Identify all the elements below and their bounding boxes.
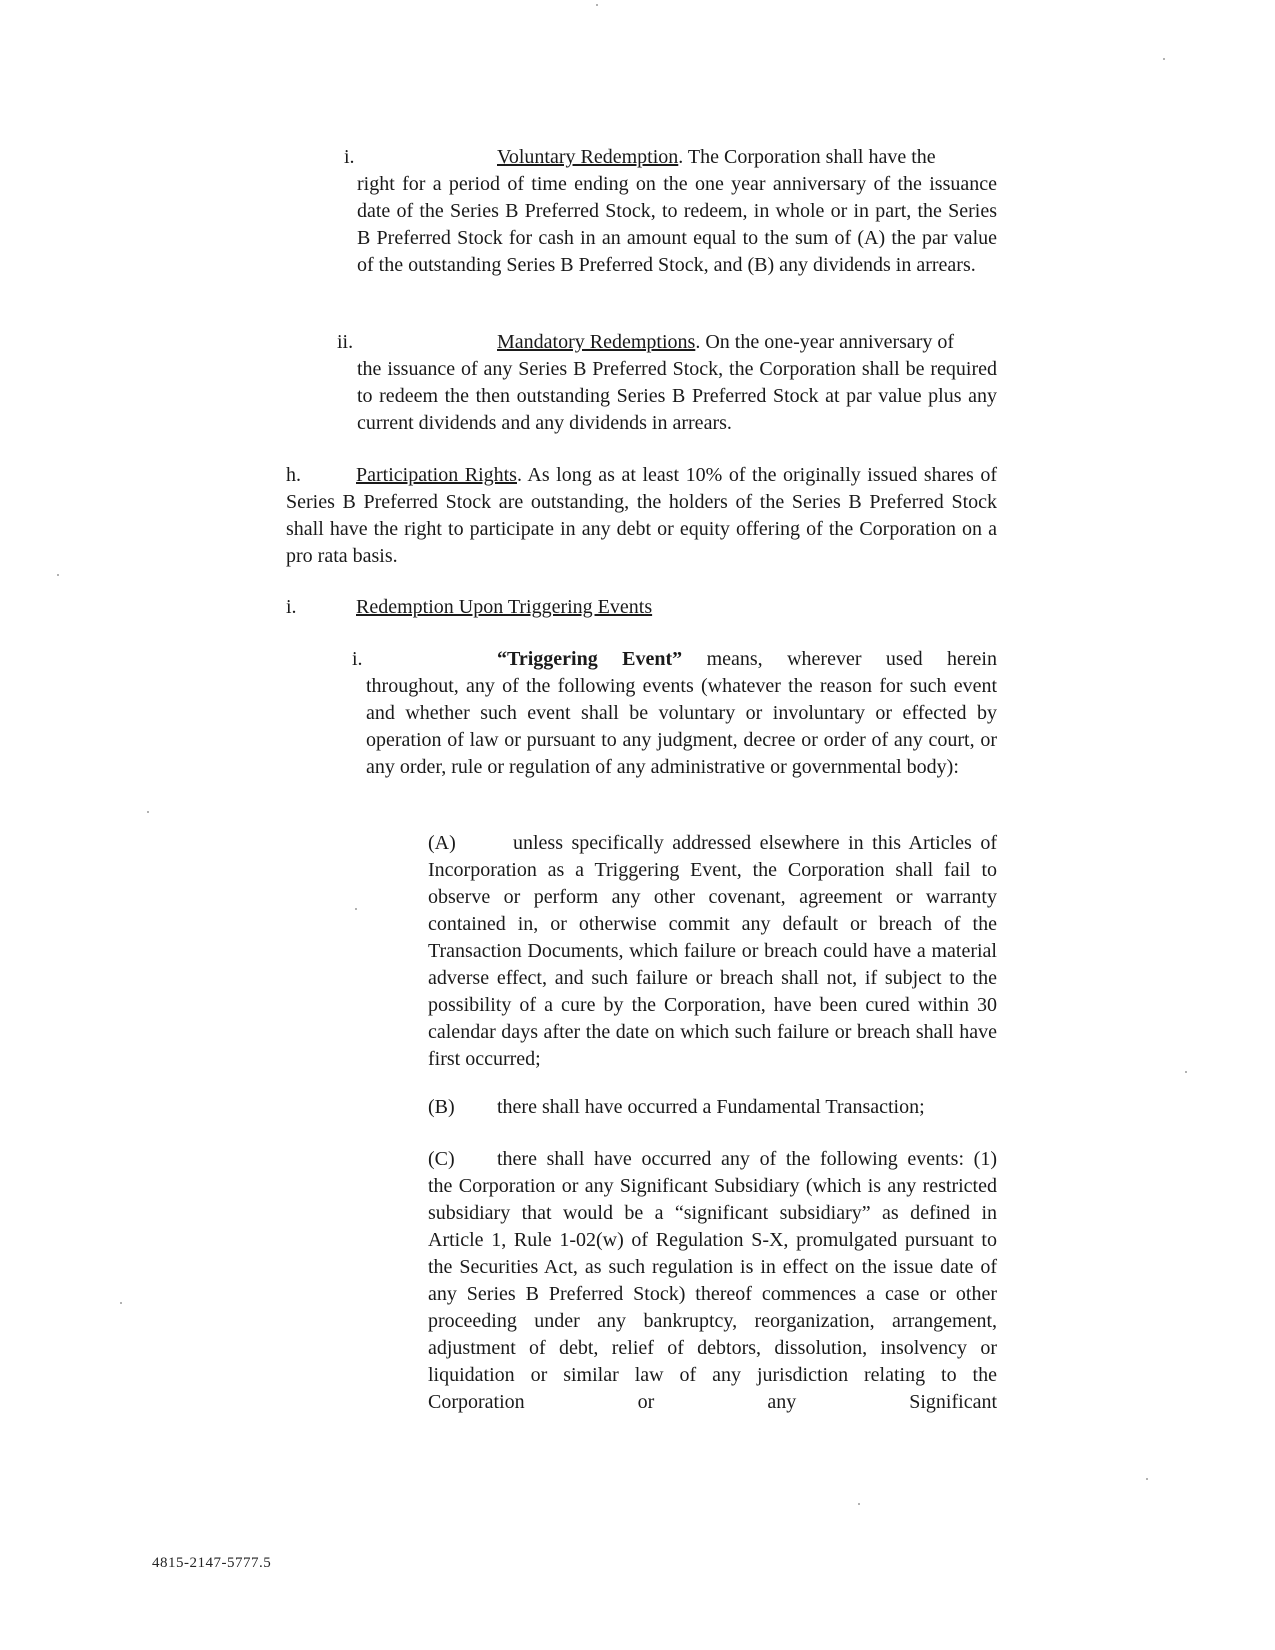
triggering-event-term: “Triggering Event” [497,648,683,670]
mandatory-redemption-body: the issuance of any Series B Preferred Stock, the Corporation shall be required to redeem the then outstanding Series B Preferred Stock at par value plus any current dividends and any dividends in arrears. [357,358,997,434]
mandatory-redemption-heading: Mandatory Redemptions [497,331,696,353]
redemption-triggering-heading: Redemption Upon Triggering Events [356,596,653,618]
item-b-text: there shall have occurred a Fundamental Transaction; [497,1096,925,1118]
scan-speck [147,811,149,813]
item-c-label: (C) [428,1148,455,1170]
item-a-body: Incorporation as a Triggering Event, the Corporation shall fail to observe or perform any other covenant, agreement or warranty contained in, or otherwise commit any default or breach of the Transaction Documents, which failure or breach could have a material adverse effect, and such failure or breach shall not, if subject to the possibility of a cure by the Corporation, have been cured within 30 calendar days after the date on which such failure or breach shall have first occurred; [428,859,997,1070]
voluntary-redemption-first-line [497,144,997,171]
scan-speck [1185,1071,1187,1073]
mandatory-redemption-number: ii. [337,331,354,353]
voluntary-redemption-first-line-text: . The Corporation shall have the [678,146,936,168]
mandatory-redemption-first-line-text: . On the one-year anniversary of [695,331,955,353]
scan-speck [858,1503,860,1505]
item-c-first-line: there shall have occurred any of the following events: (1) [497,1148,997,1170]
scan-speck [355,908,357,910]
voluntary-redemption-body: right for a period of time ending on the one year anniversary of the issuance date of the Series B Preferred Stock, to redeem, in whole or in part, the Series B Preferred Stock for cash in an amount equal to the sum of (A) the par value of the outstanding Series B Preferred Stock, and (B) any dividends in arrears. [357,173,997,276]
document-id-footer: 4815-2147-5777.5 [152,1555,272,1571]
item-c-body: the Corporation or any Significant Subsidiary (which is any restricted subsidiary that would be a “significant subsidiary” as defined in Article 1, Rule 1-02(w) of Regulation S-X, promulgated pursuant to the Securities Act, as such regulation is in effect on the issue date of any Series B Preferred Stock) thereof commences a case or other proceeding under any bankruptcy, reorganization, arrangement, adjustment of debt, relief of debtors, dissolution, insolvency or liquidation or similar law of any jurisdiction relating to the Corporation or any Significant [428,1175,997,1413]
triggering-event-first-line [497,646,997,673]
voluntary-redemption-heading: Voluntary Redemption [497,146,679,168]
item-a-first-line: unless specifically addressed elsewhere in this Articles of [513,832,997,854]
scan-speck [120,1302,122,1304]
scan-speck [596,4,598,6]
triggering-event-body: throughout, any of the following events (whatever the reason for such event and whether such event shall be voluntary or involuntary or effected by operation of law or pursuant to any judgment, decree or order of any court, or any order, rule or regulation of any administrative or governmental body): [366,675,997,778]
participation-rights-paragraph [286,462,997,570]
scan-speck [1163,58,1165,60]
participation-rights-heading: Participation Rights [356,464,517,486]
item-a-label: (A) [428,832,456,854]
scan-speck [1146,1478,1148,1480]
triggering-event-first-line-text: means, wherever used herein [682,648,997,670]
mandatory-redemption-first-line [497,329,997,356]
redemption-triggering-number: i. [286,596,297,618]
triggering-event-number: i. [352,648,363,670]
scan-speck [57,574,59,576]
participation-rights-text: . As long as at least 10% of the originally issued shares of Series B Preferred Stock are outstanding, the holders of the Series B Preferred Stock shall have the right to participate in any debt or equity offering of the Corporation on a pro rata basis. [286,464,997,567]
item-b-label: (B) [428,1096,455,1118]
participation-rights-number: h. [286,464,301,486]
voluntary-redemption-number: i. [344,146,355,168]
